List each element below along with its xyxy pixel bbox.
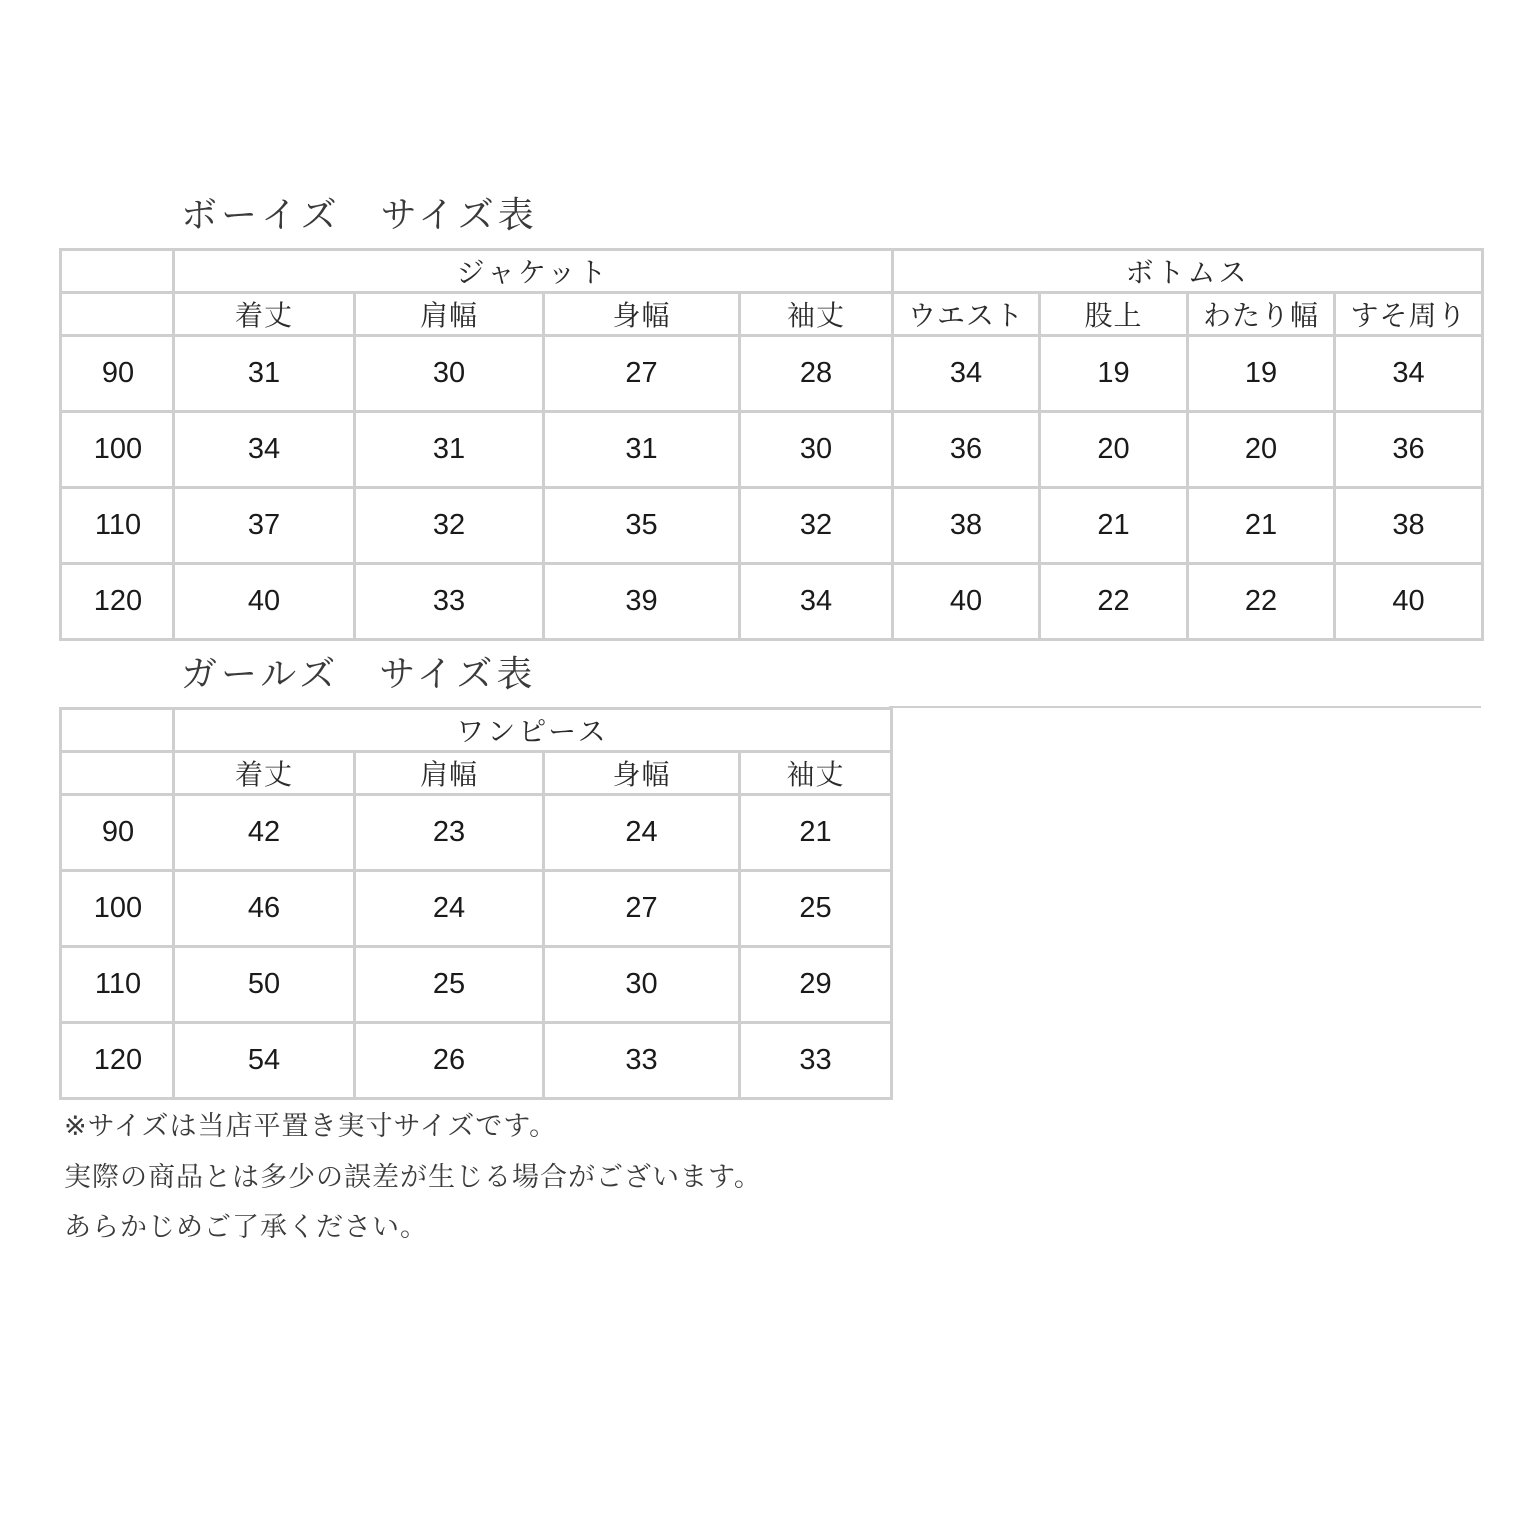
table-cell: 31 (544, 412, 740, 488)
table-cell: 27 (544, 871, 740, 947)
table-row (61, 1023, 892, 1099)
table-row (61, 564, 1483, 640)
table-row (61, 412, 1483, 488)
table-cell: 25 (355, 947, 544, 1023)
boys-size-chart-title: ボーイズ サイズ表 (181, 195, 538, 236)
table-cell: 27 (544, 336, 740, 412)
column-header (61, 293, 174, 336)
size-cell: 90 (61, 336, 174, 412)
table-cell: 20 (1188, 412, 1335, 488)
table-cell: 31 (355, 412, 544, 488)
note-line-3: あらかじめご了承ください。 (64, 1212, 428, 1243)
note-line-2: 実際の商品とは多少の誤差が生じる場合がございます。 (64, 1162, 762, 1193)
column-header: 着丈 (174, 752, 355, 795)
table-cell: 50 (174, 947, 355, 1023)
column-header (61, 752, 174, 795)
group-header-empty (61, 709, 174, 752)
column-header: 股上 (1040, 293, 1188, 336)
table-cell: 19 (1040, 336, 1188, 412)
column-header: 身幅 (544, 752, 740, 795)
table-cell: 42 (174, 795, 355, 871)
column-header: ウエスト (893, 293, 1040, 336)
table-row (61, 488, 1483, 564)
table-cell: 33 (740, 1023, 892, 1099)
table-cell: 21 (1188, 488, 1335, 564)
table-cell: 22 (1188, 564, 1335, 640)
table-cell: 38 (1335, 488, 1483, 564)
table-cell: 22 (1040, 564, 1188, 640)
table-cell: 34 (1335, 336, 1483, 412)
table-cell: 46 (174, 871, 355, 947)
group-header-jacket: ジャケット (174, 250, 893, 293)
table-cell: 34 (174, 412, 355, 488)
size-cell: 110 (61, 488, 174, 564)
table-cell: 25 (740, 871, 892, 947)
table-cell: 24 (355, 871, 544, 947)
table-cell: 23 (355, 795, 544, 871)
column-header: 肩幅 (355, 293, 544, 336)
table-cell: 32 (740, 488, 893, 564)
table-cell: 19 (1188, 336, 1335, 412)
column-header: わたり幅 (1188, 293, 1335, 336)
table-cell: 54 (174, 1023, 355, 1099)
boys-size-table (59, 248, 1484, 641)
group-header-dress: ワンピース (174, 709, 892, 752)
table-cell: 40 (893, 564, 1040, 640)
table-cell: 29 (740, 947, 892, 1023)
size-cell: 120 (61, 564, 174, 640)
column-header: 袖丈 (740, 293, 893, 336)
table-cell: 28 (740, 336, 893, 412)
group-header-empty (61, 250, 174, 293)
group-header-bottoms: ボトムス (893, 250, 1483, 293)
table-cell: 31 (174, 336, 355, 412)
table-cell: 30 (355, 336, 544, 412)
table-row (61, 947, 892, 1023)
size-cell: 90 (61, 795, 174, 871)
table-row (61, 795, 892, 871)
column-header: 肩幅 (355, 752, 544, 795)
table-cell: 39 (544, 564, 740, 640)
column-header: 袖丈 (740, 752, 892, 795)
table-cell: 37 (174, 488, 355, 564)
table-cell: 33 (355, 564, 544, 640)
table-cell: 32 (355, 488, 544, 564)
girls-size-table (59, 707, 893, 1100)
table-cell: 36 (893, 412, 1040, 488)
table-cell: 40 (174, 564, 355, 640)
table-cell: 34 (893, 336, 1040, 412)
girls-size-chart-title: ガールズ サイズ表 (181, 654, 537, 695)
table-cell: 38 (893, 488, 1040, 564)
size-cell: 100 (61, 412, 174, 488)
table-cell: 40 (1335, 564, 1483, 640)
table-row (61, 336, 1483, 412)
column-header: 着丈 (174, 293, 355, 336)
table-cell: 30 (740, 412, 893, 488)
size-cell: 100 (61, 871, 174, 947)
size-cell: 120 (61, 1023, 174, 1099)
table-cell: 34 (740, 564, 893, 640)
size-cell: 110 (61, 947, 174, 1023)
table-cell: 20 (1040, 412, 1188, 488)
table-cell: 21 (1040, 488, 1188, 564)
table-cell: 26 (355, 1023, 544, 1099)
table-cell: 21 (740, 795, 892, 871)
divider (889, 706, 1481, 708)
table-cell: 33 (544, 1023, 740, 1099)
table-cell: 35 (544, 488, 740, 564)
column-header: 身幅 (544, 293, 740, 336)
table-row (61, 871, 892, 947)
table-cell: 24 (544, 795, 740, 871)
table-cell: 36 (1335, 412, 1483, 488)
note-line-1: ※サイズは当店平置き実寸サイズです。 (64, 1111, 558, 1142)
column-header: すそ周り (1335, 293, 1483, 336)
table-cell: 30 (544, 947, 740, 1023)
